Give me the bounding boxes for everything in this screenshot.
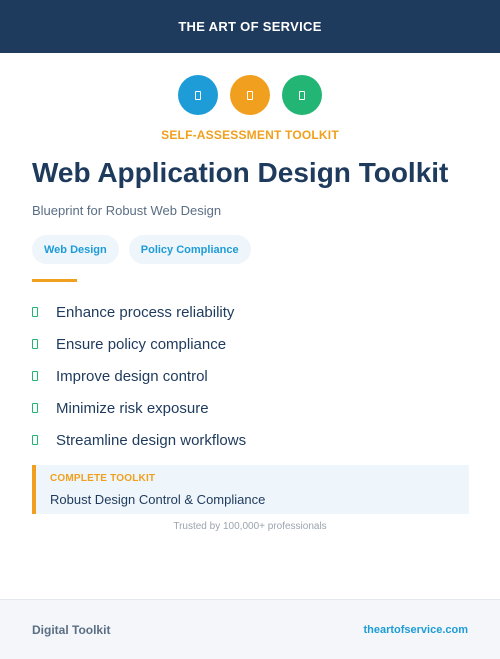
checkbox-icon: [32, 371, 38, 381]
top-banner: [0, 0, 500, 53]
checkbox-icon: [32, 339, 38, 349]
website-link[interactable]: theartofservice.com: [363, 623, 468, 636]
list-item: [32, 360, 246, 392]
document-icon: [299, 91, 305, 100]
benefit-label: Enhance process reliability: [56, 303, 235, 321]
callout-text: Robust Design Control & Compliance: [50, 492, 266, 507]
document-icon: [247, 91, 253, 100]
benefit-label: Minimize risk exposure: [56, 399, 209, 417]
benefit-list: [32, 296, 246, 456]
brand-title: THE ART OF SERVICE: [178, 19, 322, 34]
list-item: [32, 328, 246, 360]
page-title: Web Application Design Toolkit: [32, 157, 449, 188]
blue-badge-icon: [178, 75, 218, 115]
checkbox-icon: [32, 435, 38, 445]
kicker-label: SELF-ASSESSMENT TOOLKIT: [161, 128, 339, 142]
green-badge-icon: [282, 75, 322, 115]
benefit-label: Ensure policy compliance: [56, 335, 227, 353]
footer: [0, 599, 500, 659]
document-icon: [195, 91, 201, 100]
footer-label: Digital Toolkit: [32, 622, 111, 637]
trust-note: Trusted by 100,000+ professionals: [173, 521, 327, 532]
page-subtitle: Blueprint for Robust Web Design: [32, 203, 222, 218]
toolkit-callout: [32, 465, 469, 514]
accent-divider: [32, 279, 77, 282]
list-item: [32, 296, 246, 328]
tag-web-design: Web Design: [32, 235, 119, 264]
checkbox-icon: [32, 403, 38, 413]
tag-policy-compliance: Policy Compliance: [129, 235, 251, 264]
orange-badge-icon: [230, 75, 270, 115]
benefit-label: Streamline design workflows: [56, 431, 247, 449]
icon-row: [0, 75, 500, 115]
benefit-label: Improve design control: [56, 367, 208, 385]
list-item: [32, 424, 246, 456]
callout-label: COMPLETE TOOLKIT: [50, 473, 156, 484]
checkbox-icon: [32, 307, 38, 317]
tag-list: [32, 235, 251, 264]
list-item: [32, 392, 246, 424]
